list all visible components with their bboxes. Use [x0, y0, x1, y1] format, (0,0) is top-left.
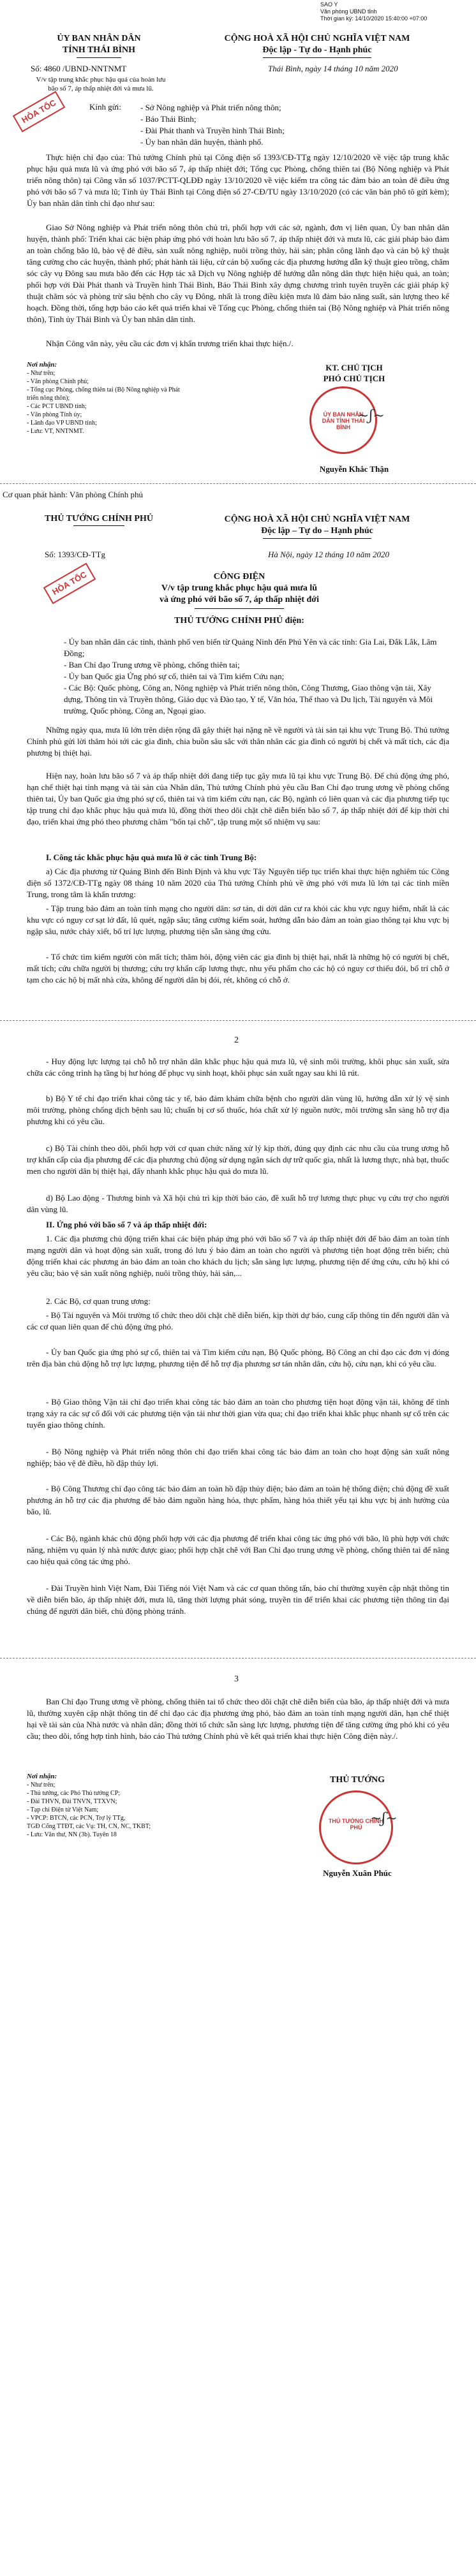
recipient-item: - Sở Nông nghiệp và Phát triển nông thôn; — [140, 103, 281, 112]
recipient-item: - Báo Thái Bình; — [140, 114, 197, 124]
dispatch2-p2-para1: - Huy động lực lượng tại chỗ hỗ trợ nhân dân khắc phục hậu quả mưa lũ, vệ sinh môi trường, khôi phục sản xuất, sửa chữa các công trình hạ tầng bị hư hỏng để phục vụ sinh hoạt, khôi phục sản xuất ngay sau khi lũ rút. — [27, 1057, 449, 1078]
dispatch2-p2-para7: 2. Các Bộ, cơ quan trung ương: — [46, 1296, 151, 1306]
recipient-item: - Ban Chỉ đạo Trung ương về phòng, chống thiên tai; — [64, 660, 240, 670]
signature-2: ~ʃ~ — [370, 1811, 398, 1827]
dispatch2-p2-para14: - Đài Truyền hình Việt Nam, Đài Tiếng nói Việt Nam và các cơ quan thông tấn, báo chí thường xuyên cập nhật thông tin về diễn biến bão, áp thấp nhiệt đới, mưa lũ, tăng thời lượng phát sóng, truyền tin để triển khai các phương tiện thông tin đại chúng để người dân biết, chủ động phòng tránh. — [27, 1583, 449, 1616]
dispatch2-p2-para3: c) Bộ Tài chính theo dõi, phối hợp với cơ quan chức năng xử lý kịp thời, đúng quy định các nhu cầu của trung ương hỗ trợ khẩn cấp của địa phương để các địa phương chủ động sử dụng ngân sách dự trữ quốc gia, nhất là lương thực, nhà bạt, thuốc men cho người dân bị thiệt hại, đẩy nhanh khắc phục hậu quả do mưa lũ. — [27, 1143, 449, 1176]
page-separator — [0, 483, 476, 484]
dispatch1-place-date: Thái Bình, ngày 14 tháng 10 năm 2020 — [268, 64, 398, 73]
noi-nhan-item: - Như trên; — [27, 1782, 56, 1789]
seal-text: ỦY BAN NHÂN DÂN TỈNH THÁI BÌNH — [322, 411, 365, 430]
dispatch1-para1: Thực hiện chỉ đạo của: Thủ tướng Chính phủ tại Công điện số 1393/CĐ-TTg ngày 12/10/2020 về việc tập trung khắc phục hậu quả mưa lũ và ứng phó với bão số 7, áp thấp nhiệt đới; Tổng cục Phòng, chống thiên tai (Bộ Nông nghiệp và Phát triển nông thôn) tại Công văn số 1037/PCTT-QLĐĐ ngày 13/10/2020 về việc kiểm tra công tác đảm bảo an toàn đê điều ứng phó với bão số 7 và mưa lũ; Tỉnh ủy Thái Bình tại Công điện số 27-CĐ/TU ngày 13/10/2020 (có các văn bản phô tô gửi kèm); Ủy ban nhân dân tỉnh chỉ đạo như sau: — [27, 152, 449, 208]
page-number-3: 3 — [234, 1674, 239, 1684]
dispatch2-p2-para12: - Bộ Công Thương chỉ đạo công tác bảo đảm an toàn hồ đập thủy điện; bảo đảm an toàn hệ thống điện; chủ động đề xuất phương án hỗ trợ các địa phương để bảo đảm nguồn hàng hóa, thực phẩm, hàng hóa thiết yếu tại khu vực bị ảnh hưởng của bão, lũ. — [27, 1484, 449, 1516]
copy-header-line3: Thời gian ký: 14/10/2020 15:40:00 +07:00 — [320, 15, 428, 22]
noi-nhan-title: Nơi nhận: — [27, 361, 57, 369]
dispatch1-signer-name: Nguyễn Khắc Thận — [319, 464, 389, 474]
dispatch1-agency-line2: TỈNH THÁI BÌNH — [62, 45, 136, 55]
noi-nhan-item: TGĐ Cổng TTĐT, các Vụ: TH, CN, NC, TKBT; — [27, 1823, 151, 1830]
dispatch2-p2-section2: II. Ứng phó với bão số 7 và áp thấp nhiệt đới: — [46, 1220, 207, 1229]
motto-underline — [263, 538, 371, 539]
dispatch2-p2-para13: - Các Bộ, ngành khác chủ động phối hợp với các địa phương để triển khai công tác ứng phó với bão, lũ phù hợp với chức năng, nhiệm vụ quản lý nhà nước được giao; phối hợp chặt chẽ với Ban Chỉ đạo trung ương về phòng, chống thiên tai để nâng cao hiệu quả công tác ứng phó. — [27, 1533, 449, 1566]
copy-header-line2: Văn phòng UBND tỉnh — [320, 8, 377, 15]
noi-nhan-item: - Lưu: Văn thư, NN (3b). Tuyên 18 — [27, 1831, 117, 1838]
dispatch1-agency-line1: ỦY BAN NHÂN DÂN — [57, 34, 141, 43]
dispatch2-p2-para10: - Bộ Giao thông Vận tải chỉ đạo triển khai công tác bảo đảm an toàn cho phương tiện hoạt động vận tải, không để tình trạng xảy ra các sự cố đối với các phương tiện vận tải như thời gian vừa qua; chỉ đạo triển khai khắc phục nhanh sự cố trên các tuyến giao thông chính. — [27, 1397, 449, 1430]
noi-nhan-item: - Lưu: VT, NNTNMT. — [27, 428, 84, 435]
recipient-item: - Ủy ban Quốc gia Ứng phó sự cố, thiên tai và Tìm kiếm Cứu nạn; — [64, 671, 285, 681]
dispatch2-p1-para5: - Tập trung bảo đảm an toàn tính mạng cho người dân: sơ tán, di dời dân cư ra khỏi các khu vực nguy hiểm, nhất là các khu vực có nguy cơ sạt lở đất, lũ quét, ngập sâu; tăng cường kiểm soát, hướng dẫn bảo đảm an toàn giao thông tại khu vực bị ngập sâu, nước chảy xiết, bố trí lực lượng, phương tiện sẵn sàng ứng cứu. — [27, 904, 449, 936]
noi-nhan-title: Nơi nhận: — [27, 1773, 57, 1780]
dispatch2-agency-text: THỦ TƯỚNG CHÍNH PHỦ — [45, 514, 153, 523]
dispatch2-p2-para8: - Bộ Tài nguyên và Môi trường tổ chức theo dõi chặt chẽ diễn biến, kịp thời dự báo, cung cấp thông tin đến người dân và các cơ quan liên quan để chủ động ứng phó. — [27, 1310, 449, 1331]
dispatch1-para2: Giao Sở Nông nghiệp và Phát triển nông thôn chủ trì, phối hợp với các sở, ngành, đơn vị liên quan, Ủy ban nhân dân huyện, thành phố: Triển khai các biện pháp ứng phó với hoàn lưu bão số 7, áp thấp nhiệt đới và mưa lũ, các giải pháp bảo đảm an toàn chống bão lũ, bảo vệ đê điều, sản xuất nông nghiệp, nuôi trồng thủy, hải sản; phân công lãnh đạo và cán bộ kỹ thuật tăng cường cho các huyện, thành phố; phát hành tài liệu, cử cán bộ xuống các địa phương hướng dẫn kỹ thuật gieo trồng, chăm sóc cây vụ Đông sau mưa bão đến các Hợp tác xã Dịch vụ Nông nghiệp để hướng dẫn nông dân thực hiện hiệu quả, an toàn; phối hợp với Đài Phát thanh và Truyền hình Thái Bình, Báo Thái Bình xây dựng chương trình tuyên truyền các giải pháp kỹ thuật chăm sóc và phòng trừ sâu bệnh cho cây vụ Đông, nhất là trong điều kiện mưa lũ đảm bảo năng suất, sản lượng theo kế hoạch. Đồng thời, tổng hợp báo cáo kết quả triển khai về Tổng cục Phòng, chống thiên tai (Bộ Nông nghiệp và Phát triển nông thôn), Tỉnh ủy Thái Bình và Ủy ban nhân dân tỉnh. — [27, 223, 449, 324]
signer-role2: PHÓ CHỦ TỊCH — [323, 374, 385, 383]
hoa-toc-stamp-2: HỎA TỐC — [43, 563, 96, 604]
noi-nhan-item: - Các PCT UBND tỉnh; — [27, 403, 87, 410]
recipient-item: - Các Bộ: Quốc phòng, Công an, Nông nghiệp và Phát triển nông thôn, Công Thương, Giao thông vận tải, Xây dựng, Thông tin và Truyền thông, Giáo dục và Đào tạo, Y tế, Văn hóa, Thể thao và Du lịch, Tài nguyên và Môi trường, Quốc phòng, Công an, Ngoại giao. — [64, 683, 433, 715]
dispatch2-signer-role: THỦ TƯỚNG — [330, 1775, 385, 1785]
recipient-item: - Ủy ban nhân dân huyện, thành phố. — [140, 137, 264, 147]
dispatch2-p1-para6: - Tổ chức tìm kiếm người còn mất tích; thăm hỏi, động viên các gia đình bị thiệt hại, nhất là những hộ có người bị chết, mất tích; cứu chữa người bị thương; cứu trợ khẩn cấp lương thực, nhu yếu phẩm cho các hộ có nguy cơ thiếu đói, bố trí chỗ ở tạm cho các hộ bị mất nhà cửa, không để người dân bị đói, rét, không có chỗ ở. — [27, 952, 449, 984]
dispatch2-title-block — [96, 571, 383, 609]
dispatch2-p1-para1: Những ngày qua, mưa lũ lớn trên diện rộng đã gây thiệt hại nặng nề về người và tài sản tại khu vực Trung Bộ. Thủ tướng Chính phủ gửi lời thăm hỏi tới các gia đình, chia buồn sâu sắc với thân nhân các gia đình có người bị chết và mất tích, các địa phương bị thiệt hại. — [27, 725, 449, 757]
dispatch1-summary: V/v tập trung khắc phục hậu quả của hoàn lưu bão số 7, áp thấp nhiệt đới và mưa lũ. — [36, 76, 166, 92]
dispatch1-kinh-gui: Kính gửi: — [89, 102, 122, 112]
copy-header — [320, 1, 467, 22]
dispatch2-motto — [180, 514, 454, 539]
dispatch2-p1-section1: I. Công tác khắc phục hậu quả mưa lũ ở các tỉnh Trung Bộ: — [46, 853, 257, 862]
doc-type: CÔNG ĐIỆN — [213, 572, 265, 582]
seal-text: THỦ TƯỚNG CHÍNH PHỦ — [328, 1818, 384, 1831]
dispatch1-motto-line2: Độc lập - Tự do - Hạnh phúc — [262, 45, 372, 55]
noi-nhan-item: - Văn phòng Tỉnh ủy; — [27, 411, 82, 418]
motto-underline — [263, 57, 371, 58]
dispatch2-noi-nhan — [27, 1773, 205, 1839]
dispatch2-p2-para11: - Bộ Nông nghiệp và Phát triển nông thôn chỉ đạo triển khai công tác bảo đảm an toàn cho hoạt động sản xuất nông nghiệp; bảo vệ đê điều, hồ đập thủy lợi. — [27, 1447, 449, 1468]
dispatch2-agency — [26, 514, 172, 526]
dispatch2-recipients — [64, 636, 449, 717]
dispatch1-signer-block — [274, 362, 434, 384]
dispatch2-p2-para6: 1. Các địa phương chủ động triển khai các biện pháp ứng phó với bão số 7 và áp thấp nhiệt đới để bảo đảm an toàn tính mạng người dân và hoạt động sản xuất, trong đó lưu ý bảo đảm an toàn cho người và phương tiện hoạt động trên biển; chủ động triển khai các phương án bảo đảm an toàn cho khách du lịch; sẵn sàng lực lượng, phương tiện để ứng cứu, cứu hộ khi có yêu cầu; bảo vệ sản xuất nông nghiệp, nuôi trồng thủy, hải sản,... — [27, 1234, 449, 1278]
noi-nhan-item: - Văn phòng Chính phủ; — [27, 378, 89, 385]
noi-nhan-item: - Tổng cục Phòng, chống thiên tai (Bộ Nông nghiệp và Phát triển nông thôn); — [27, 386, 180, 402]
title-underline — [195, 608, 284, 609]
dispatch2-p1-para4: a) Các địa phương từ Quảng Bình đến Bình Định và khu vực Tây Nguyên tiếp tục triển khai thực hiện nghiêm túc Công điện số 1372/CĐ-TTg ngày 08 tháng 10 năm 2020 của Thủ tướng Chính phủ về ứng phó với mưa lũ lớn tại các tỉnh miền Trung, trong tâm là khẩn trương: — [27, 867, 449, 899]
recipient-item: - Ủy ban nhân dân các tỉnh, thành phố ven biển từ Quảng Ninh đến Phú Yên và các tỉnh: Gia Lai, Đắk Lắk, Lâm Đồng; — [64, 637, 437, 658]
page-separator — [0, 1020, 476, 1021]
signature-1: ~ʃ~ — [357, 408, 385, 424]
dispatch1-noi-nhan — [27, 361, 180, 435]
dispatch2-from-line: THỦ TƯỚNG CHÍNH PHỦ điện: — [174, 616, 304, 626]
dispatch2-p1-para2: Hiện nay, hoàn lưu bão số 7 và áp thấp nhiệt đới đang tiếp tục gây mưa lũ tại khu vực Trung Bộ. Để chủ động ứng phó, hạn chế thiệt hại tính mạng và tài sản của Nhân dân, Thủ tướng Chính phủ yêu cầu Ban Chỉ đạo trung ương về phòng chống thiên tai, Ủy ban Quốc gia ứng phó sự cố, thiên tai và tìm kiếm cứu nạn, các Bộ, ngành có liên quan và các địa phương tiếp tục tập trung chỉ đạo khắc phục hậu quả mưa lũ, đồng thời theo dõi chặt chẽ diễn biến bão số 7, áp thấp nhiệt đới để kịp thời chỉ đạo, triển khai ứng phó theo phương châm "bốn tại chỗ", tập trung một số nhiệm vụ sau: — [27, 771, 449, 826]
dispatch2-number: Số: 1393/CĐ-TTg — [45, 550, 105, 559]
dispatch2-p2-para2: b) Bộ Y tế chỉ đạo triển khai công tác y tế, bảo đảm khám chữa bệnh cho người dân vùng lũ, hướng dẫn xử lý vệ sinh môi trường, phòng chống dịch bệnh sau lũ; chuẩn bị cơ số thuốc, hóa chất xử lý nguồn nước, môi trường sẵn sàng hỗ trợ địa phương khi có yêu cầu. — [27, 1094, 449, 1126]
dispatch2-p2-para4: d) Bộ Lao động - Thương binh và Xã hội chủ trì kịp thời báo cáo, đề xuất hỗ trợ lương thực phục vụ cứu trợ cho người dân vùng lũ. — [27, 1193, 449, 1214]
dispatch1-motto — [180, 33, 454, 58]
official-seal-2 — [319, 1790, 393, 1864]
noi-nhan-item: - Tạp chí Điện tử Việt Nam; — [27, 1806, 99, 1813]
noi-nhan-item: - Đài THVN, Đài TNVN, TTXVN; — [27, 1798, 117, 1805]
agency-underline — [77, 57, 121, 58]
dispatch1-number: Số: 4860 /UBND-NNTNMT — [31, 64, 127, 73]
recipient-item: - Đài Phát thanh và Truyền hình Thái Bình; — [140, 126, 285, 135]
dispatch2-motto-line2: Độc lập – Tự do – Hạnh phúc — [261, 526, 373, 536]
noi-nhan-item: - VPCP: BTCN, các PCN, Trợ lý TTg, — [27, 1815, 126, 1822]
dispatch2-motto-line1: CỘNG HOÀ XÃ HỘI CHỦ NGHĨA VIỆT NAM — [224, 515, 410, 524]
doc-title1: V/v tập trung khắc phục hậu quả mưa lũ — [161, 583, 318, 593]
noi-nhan-item: - Lãnh đạo VP UBND tỉnh; — [27, 420, 97, 427]
publisher-line: Cơ quan phát hành: Văn phòng Chính phủ — [3, 490, 144, 499]
page-number-2: 2 — [234, 1036, 239, 1045]
signer-role1: KT. CHỦ TỊCH — [325, 363, 383, 372]
noi-nhan-item: - Như trên; — [27, 370, 56, 377]
dispatch2-p2-para9: - Ủy ban Quốc gia ứng phó sự cố, thiên tai và Tìm kiếm cứu nạn, Bộ Quốc phòng, Bộ Công an chỉ đạo các đơn vị đóng trên địa bàn chủ động hỗ trợ lực lượng, phương tiện để hỗ trợ địa phương sơ tán nhân dân, cứu hộ, cứu nạn, khi có yêu cầu. — [27, 1347, 449, 1368]
agency-underline — [73, 525, 124, 526]
dispatch1-para3: Nhận Công văn này, yêu cầu các đơn vị khẩn trương triển khai thực hiện./. — [46, 339, 294, 348]
copy-header-line1: SAO Y — [320, 1, 338, 8]
hoa-toc-stamp-1: HỎA TỐC — [13, 91, 66, 133]
dispatch2-place-date: Hà Nội, ngày 12 tháng 10 năm 2020 — [268, 550, 389, 559]
dispatch1-agency — [26, 33, 172, 58]
dispatch2-signer-name: Nguyễn Xuân Phúc — [323, 1868, 392, 1878]
doc-title2: và ứng phó với bão số 7, áp thấp nhiệt đới — [160, 595, 319, 604]
dispatch1-recipients — [140, 102, 447, 148]
dispatch1-motto-line1: CỘNG HOÀ XÃ HỘI CHỦ NGHĨA VIỆT NAM — [224, 34, 410, 43]
dispatch2-closing-para: Ban Chỉ đạo Trung ương về phòng, chống thiên tai tổ chức theo dõi chặt chẽ diễn biến của bão, áp thấp nhiệt đới và mưa lũ, thường xuyên cập nhật thông tin để chỉ đạo các địa phương ứng phó, bảo đảm an toàn tính mạng người dân, hạn chế thiệt hại về tài sản của Nhà nước và nhân dân; đồng thời tổ chức sẵn sàng lực lượng, phương tiện để tăng cường ứng phó khi có yêu cầu; theo dõi, tổng hợp tình hình, báo cáo Thủ tướng Chính phủ về kết quả triển khai thực hiện Công điện này./. — [27, 1697, 449, 1741]
noi-nhan-item: - Thủ tướng, các Phó Thủ tướng CP; — [27, 1790, 121, 1797]
